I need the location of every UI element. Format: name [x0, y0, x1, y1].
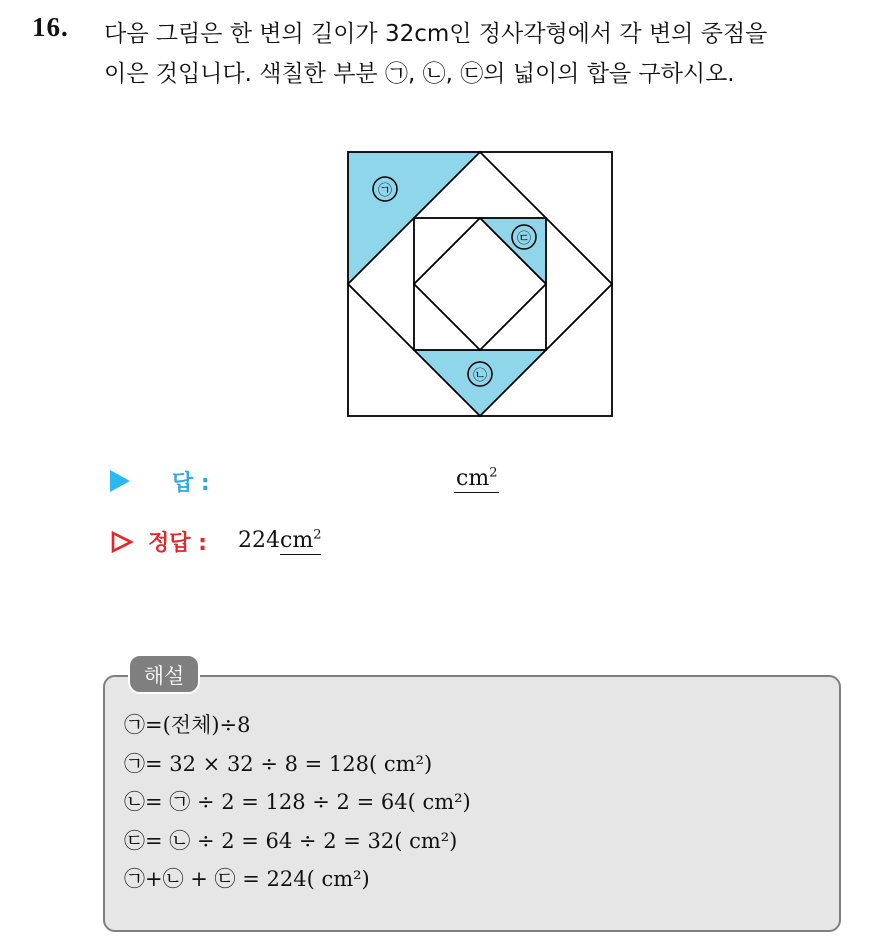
outline-triangle-icon [110, 530, 134, 554]
answer-unit-text: cm [456, 466, 490, 491]
label-c: ㉢ [517, 231, 531, 247]
correct-number: 224 [238, 528, 280, 553]
solution-line-1: ㉠=(전체)÷8 [124, 713, 251, 737]
label-b: ㉡ [473, 368, 487, 384]
question-text [104, 14, 874, 94]
question-number: 16. [32, 12, 69, 42]
label-a: ㉠ [378, 183, 392, 199]
correct-unit-exp: 2 [313, 527, 322, 543]
question-line-2: 이은 것입니다. 색칠한 부분 ㉠, ㉡, ㉢의 넓이의 합을 구하시오. [104, 61, 735, 87]
solution-line-2: ㉠= 32 × 32 ÷ 8 = 128( cm²) [124, 751, 433, 776]
solution-lines [124, 706, 824, 899]
solution-line-3: ㉡= ㉠ ÷ 2 = 128 ÷ 2 = 64( cm²) [124, 790, 471, 814]
play-triangle-icon [110, 470, 130, 492]
solution-line-5: ㉠+㉡ + ㉢ = 224( cm²) [124, 867, 370, 891]
answer-unit-exp: 2 [489, 465, 498, 481]
correct-unit-text: cm [280, 528, 314, 553]
solution-tab: 해설 [128, 654, 200, 694]
question-line-1: 다음 그림은 한 변의 길이가 32cm인 정사각형에서 각 변의 중점을 [104, 21, 768, 47]
answer-row [110, 466, 530, 500]
correct-unit [280, 528, 321, 555]
correct-answer-row [110, 526, 530, 560]
answer-label: 답 : [172, 471, 210, 496]
answer-unit[interactable] [454, 466, 499, 493]
correct-value [238, 528, 321, 555]
solution-line-4: ㉢= ㉡ ÷ 2 = 64 ÷ 2 = 32( cm²) [124, 828, 458, 853]
square-midpoint-figure [340, 144, 622, 426]
correct-label: 정답 : [148, 531, 207, 556]
